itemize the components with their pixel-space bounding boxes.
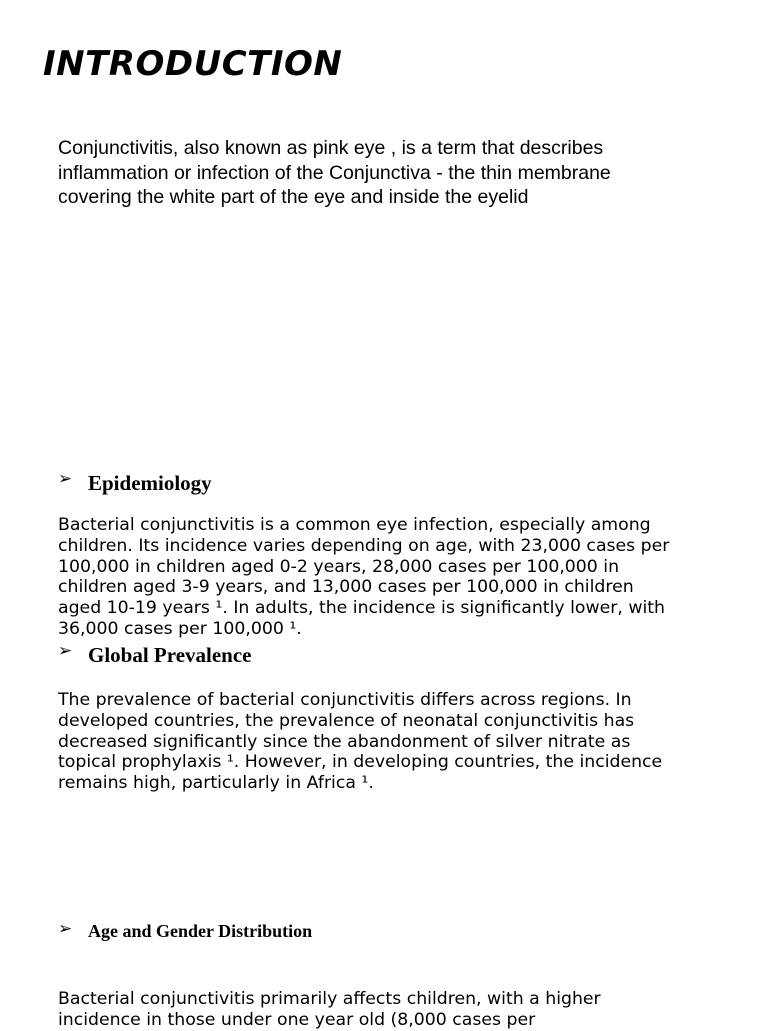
bullet-arrow-icon: ➢ <box>58 641 73 661</box>
bullet-arrow-icon: ➢ <box>58 469 73 489</box>
section-heading-age-gender: Age and Gender Distribution <box>88 921 313 941</box>
section-heading-global-prevalence: Global Prevalence <box>88 643 252 667</box>
section-body-epidemiology: Bacterial conjunctivitis is a common eye infection, especially among children. Its incidence varies depending on age, with 23,000 cases per 100,000 in children aged 0-2 years, 28,000 cases per 100,000 in children aged 3-9 years, and 13,000 cases per 100,000 in children aged 10-19 years ¹. In adults, the incidence is significantly lower, with 36,000 cases per 100,000 ¹. <box>58 515 670 639</box>
page-title: INTRODUCTION <box>43 44 343 84</box>
section-body-global-prevalence: The prevalence of bacterial conjunctivitis differs across regions. In developed countries, the prevalence of neonatal conjunctivitis has decreased significantly since the abandonment of silver nitrate as topical prophylaxis ¹. However, in developing countries, the incidence remains high, particularly in Africa ¹. <box>58 690 663 794</box>
bullet-arrow-icon: ➢ <box>58 919 73 939</box>
intro-paragraph: Conjunctivitis, also known as pink eye , is a term that describes inflammation or infection of the Conjunctiva - the thin membrane covering the white part of the eye and inside the eyelid <box>58 137 611 208</box>
section-body-age-gender: Bacterial conjunctivitis primarily affects children, with a higher incidence in those under one year old (8,000 cases per <box>58 989 601 1030</box>
section-heading-epidemiology: Epidemiology <box>88 471 212 495</box>
